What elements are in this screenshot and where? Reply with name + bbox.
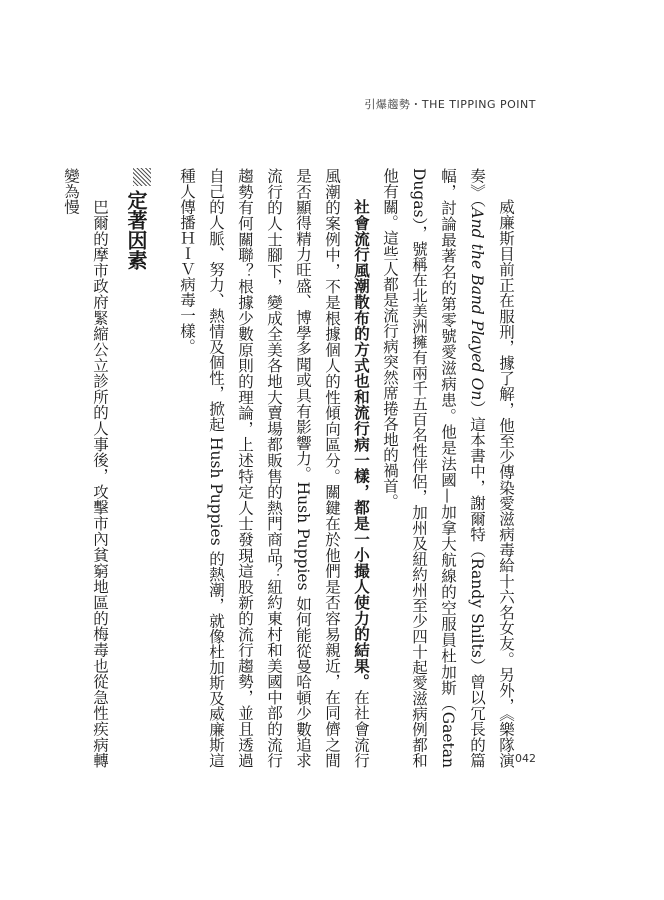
section-heading: [114, 168, 158, 768]
section-first-line: 巴爾的摩市政府緊縮公立診所的人事後，攻擊市內貧窮地區的梅毒也從急性疾病轉變為慢: [62, 168, 109, 768]
paragraph-2-bold-lead: 社會流行風潮散布的方式也和流行病一樣，都是一小撮人使力的結果。: [352, 199, 370, 690]
paragraph-1-text-b: 這本書中，謝爾特（Randy Shilts）曾以冗長的篇幅，討論最著名的第零號愛滋病患。他是法國—加拿大航線的空服員杜加斯（Gaetan Dugas），號稱在北美洲擁有兩千五百名性伴侶，加州及紐約州至少四十起愛滋病例都和他有關。這些人都是流行病突然席捲各地的禍首。: [381, 168, 486, 769]
heading-hatch-icon: [133, 168, 151, 186]
page-number: 042: [515, 752, 536, 765]
paragraph-2-text: 在社會流行風潮的案例中，不是根據個人的性傾向區分。關鍵在於他們是否容易親近，在同儕之間是否顯得精力旺盛、博學多聞或具有影響力。Hush Puppies 如何能從曼哈頓少數追求流行的人士腳下，變成全美各地大賣場都販售的熱門商品？紐約東村和美國中部的流行趨勢有何關聯？根據少數原則的理論，上述特定人士發現這股新的流行趨勢，並且透過自己的人脈、努力、熱情及個性，掀起 Hush Puppies 的熱潮，就像杜加斯及威廉斯這種人傳播ＨＩＶ病毒一樣。: [178, 168, 370, 769]
paragraph-1: 威廉斯目前正在服刑，據了解，他至少傳染愛滋病毒給十六名女友。另外，《樂隊演奏》（And the Band Played On）這本書中，謝爾特（Randy Shilts）曾以冗長的篇幅，討論最著名的第零號愛滋病患。他是法國—加拿大航線的空服員杜加斯（Gaetan Dugas），號稱在北美洲擁有兩千五百名性伴侶，加州及紐約州至少四十起愛滋病例都和他有關。這些人都是流行病突然席捲各地的禍首。: [381, 168, 515, 769]
section-block: [56, 168, 158, 768]
paragraph-1-text-a: 威廉斯目前正在服刑，據了解，他至少傳染愛滋病毒給十六名女友。另外，《樂隊演奏》: [468, 168, 515, 768]
section-heading-text: 定著因素: [124, 190, 148, 270]
paragraph-2: [172, 168, 375, 768]
running-header: 引爆趨勢・THE TIPPING POINT: [364, 98, 536, 111]
book-title-english: And the Band Played On: [468, 207, 486, 401]
body-text: [56, 168, 520, 768]
